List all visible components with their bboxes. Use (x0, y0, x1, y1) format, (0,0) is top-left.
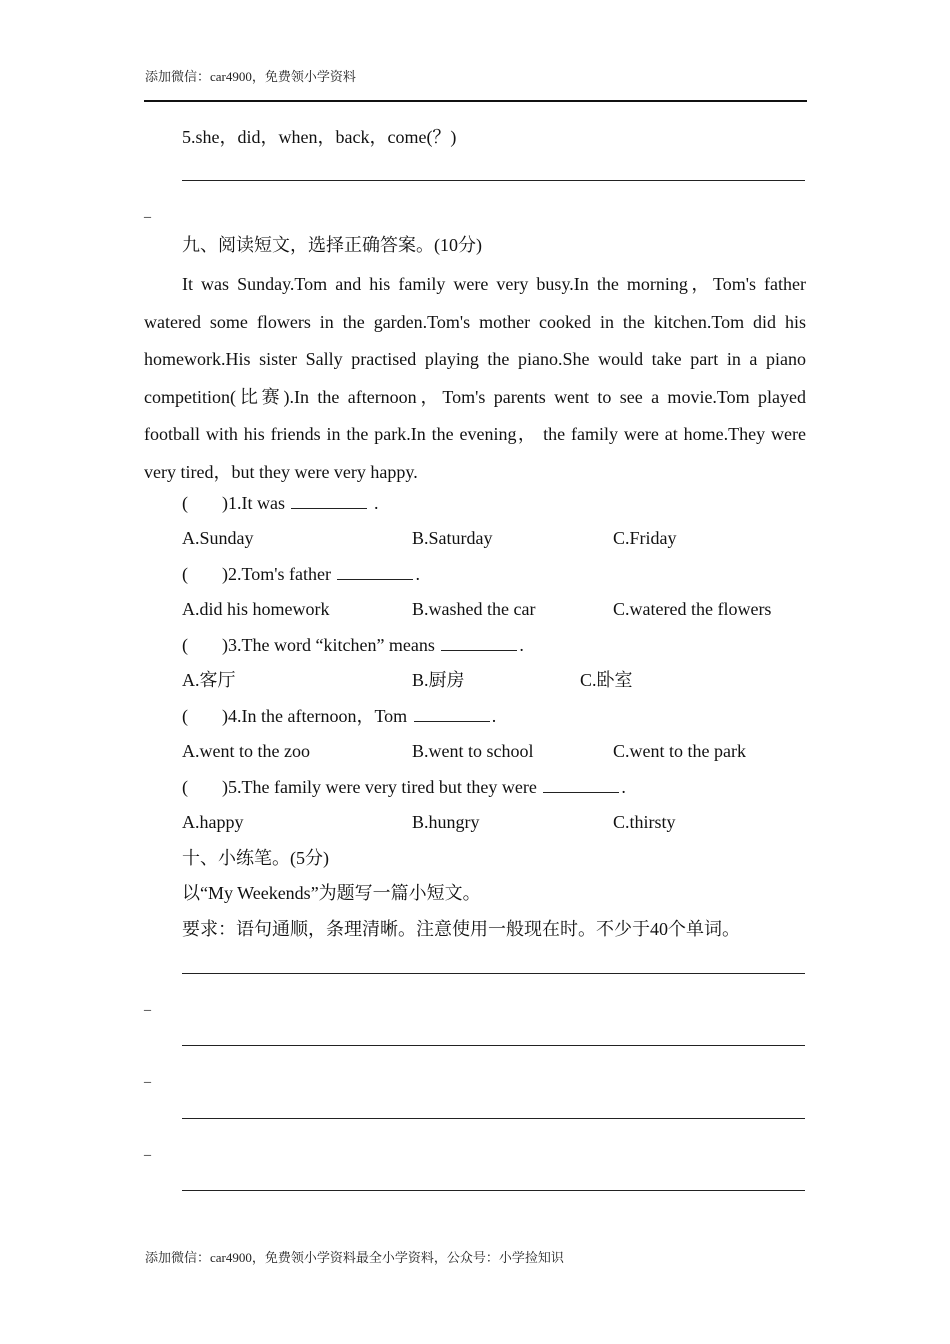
writing-line[interactable] (182, 1118, 805, 1119)
option-c[interactable]: C.Friday (613, 528, 677, 548)
option-b[interactable]: B.Saturday (412, 528, 493, 548)
blank[interactable] (441, 634, 517, 651)
question-tail: . (415, 564, 420, 584)
question-tail: . (491, 706, 497, 726)
page-footer: 添加微信：car4900，免费领小学资料最全小学资料，公众号：小学捡知识 (145, 1250, 564, 1265)
section-10-title: 十、小练笔。(5分) (182, 848, 329, 868)
mc-question-1 (182, 491, 378, 515)
line-continuation-mark: _ (144, 1070, 151, 1085)
question-stem: )1.It was (222, 493, 285, 513)
option-a[interactable]: A.happy (182, 812, 244, 832)
writing-line[interactable] (182, 973, 805, 974)
line-continuation-mark: _ (144, 1143, 151, 1158)
option-c[interactable]: C.watered the flowers (613, 599, 772, 619)
answer-paren[interactable]: ( (182, 564, 188, 584)
question-tail: . (519, 635, 524, 655)
option-a[interactable]: A.Sunday (182, 528, 254, 548)
reading-passage: It was Sunday.Tom and his family were very busy.In the morning，Tom's father watered some flowers in the garden.Tom's mother cooked in the kitchen.Tom did his homework.His sister Sally practised playing the piano.She would take part in a piano competition(比赛).In the afternoon，Tom's parents went to see a movie.Tom played football with his friends in the park.In the evening， the family were at home.They were very tired，but they were very happy. (144, 274, 806, 482)
section-9-title: 九、阅读短文，选择正确答案。(10分) (182, 235, 482, 255)
mc-question-4 (182, 704, 496, 728)
answer-paren[interactable]: ( (182, 777, 188, 797)
option-b[interactable]: B.厨房 (412, 670, 465, 690)
question-stem: )2.Tom's father (222, 564, 331, 584)
blank[interactable] (291, 492, 367, 509)
answer-line[interactable] (182, 180, 805, 181)
option-c[interactable]: C.thirsty (613, 812, 676, 832)
option-a[interactable]: A.客厅 (182, 670, 236, 690)
blank[interactable] (337, 563, 413, 580)
option-c[interactable]: C.卧室 (580, 670, 633, 690)
answer-paren[interactable]: ( (182, 635, 188, 655)
mc-question-2 (182, 562, 420, 586)
option-c[interactable]: C.went to the park (613, 741, 746, 761)
writing-requirement: 要求：语句通顺，条理清晰。注意使用一般现在时。不少于40个单词。 (182, 919, 740, 939)
writing-line[interactable] (182, 1190, 805, 1191)
answer-paren[interactable]: ( (182, 493, 188, 513)
option-a[interactable]: A.went to the zoo (182, 741, 310, 761)
question-stem: )4.In the afternoon，Tom (222, 706, 408, 726)
answer-paren[interactable]: ( (182, 706, 188, 726)
option-b[interactable]: B.hungry (412, 812, 480, 832)
header-divider (144, 100, 807, 102)
mc-question-3 (182, 633, 524, 657)
line-continuation-mark: _ (144, 205, 151, 220)
question-tail: . (373, 493, 379, 513)
question-stem: )3.The word “kitchen” means (222, 635, 435, 655)
question-stem: )5.The family were very tired but they were (222, 777, 537, 797)
option-b[interactable]: B.washed the car (412, 599, 536, 619)
option-a[interactable]: A.did his homework (182, 599, 330, 619)
blank[interactable] (414, 705, 490, 722)
question-tail: . (621, 777, 626, 797)
writing-line[interactable] (182, 1045, 805, 1046)
mc-question-5 (182, 775, 626, 799)
line-continuation-mark: _ (144, 998, 151, 1013)
question-5: 5.she，did，when，back，come(？) (182, 127, 457, 147)
option-b[interactable]: B.went to school (412, 741, 534, 761)
page-header: 添加微信：car4900，免费领小学资料 (145, 69, 356, 84)
blank[interactable] (543, 776, 619, 793)
writing-prompt: 以“My Weekends”为题写一篇小短文。 (182, 883, 481, 903)
